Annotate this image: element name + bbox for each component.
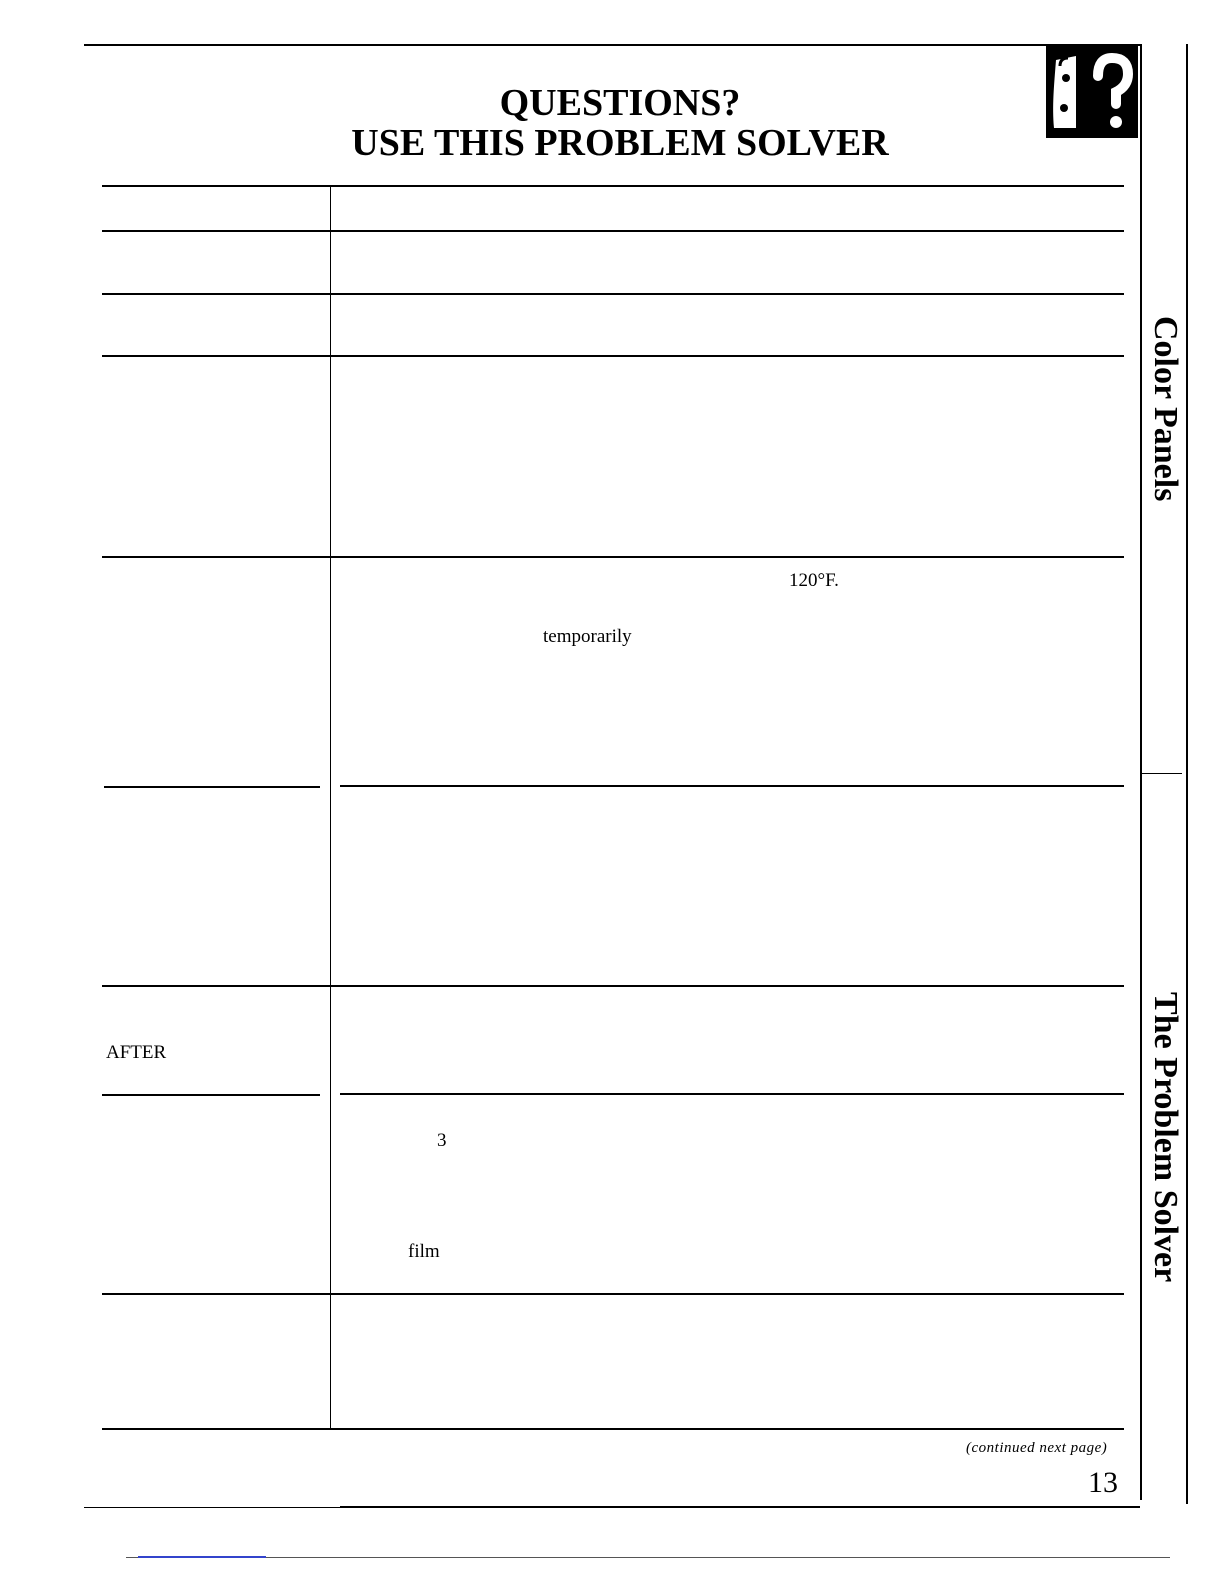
- table-row-rule: [340, 1093, 1124, 1095]
- tab-divider-left: [1140, 44, 1142, 1500]
- table-row-rule: [102, 985, 1124, 987]
- footer-link-mark: [138, 1556, 266, 1558]
- table-row-rule: [102, 185, 1124, 187]
- table-row-rule: [102, 230, 1124, 232]
- table-row-rule: [102, 556, 1124, 558]
- question-mark-face-icon: [1046, 46, 1138, 138]
- continued-next-page: (continued next page): [966, 1440, 1108, 1456]
- bottom-rule-left: [84, 1507, 340, 1508]
- table-row-rule: [102, 1094, 320, 1096]
- table-row-rule: [102, 1293, 1124, 1295]
- page-number: 13: [1088, 1466, 1118, 1499]
- number-three-text: 3: [437, 1130, 447, 1151]
- table-row-rule: [102, 1428, 1124, 1430]
- footer-rule: [126, 1557, 1170, 1558]
- table-row-rule: [104, 786, 320, 788]
- table-row-rule: [102, 293, 1124, 295]
- page-title-line-2: USE THIS PROBLEM SOLVER: [351, 122, 889, 164]
- top-rule: [84, 44, 1140, 46]
- temperature-text: 120°F.: [789, 570, 839, 591]
- temporarily-text: temporarily: [543, 626, 632, 647]
- tab-border-right: [1186, 44, 1188, 1504]
- table-row-rule: [340, 785, 1124, 787]
- page-title-line-1: QUESTIONS?: [499, 82, 741, 124]
- table-row-rule: [102, 355, 1124, 357]
- tab-separator: [1140, 773, 1182, 774]
- table-column-divider: [330, 186, 331, 1428]
- after-text: AFTER: [106, 1042, 167, 1063]
- side-tab-problem-solver: The Problem Solver: [1147, 992, 1184, 1283]
- film-text: film: [408, 1241, 440, 1262]
- bottom-rule-right: [340, 1506, 1140, 1508]
- side-tab-color-panels: Color Panels: [1147, 316, 1184, 502]
